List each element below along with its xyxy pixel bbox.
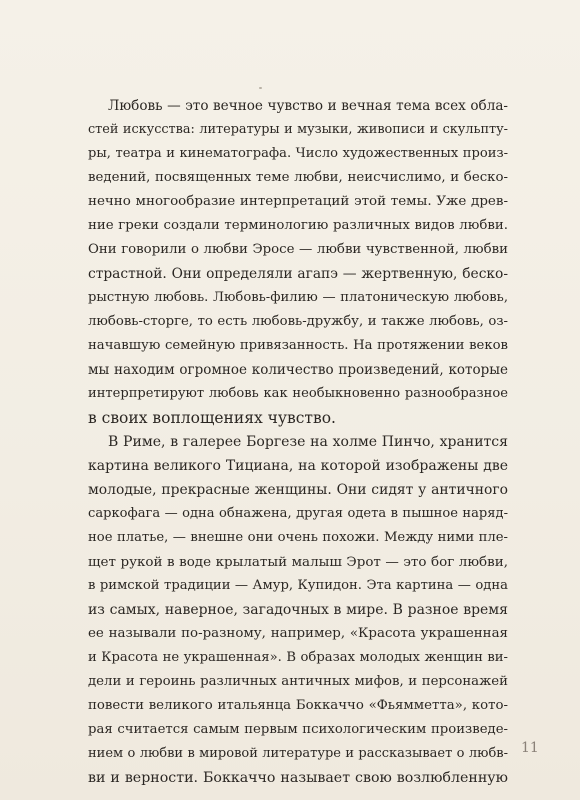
body-text [88, 94, 508, 790]
text-line: и Красота не украшенная». В образах молодых женщин ви- [88, 650, 508, 665]
text-line: саркофага — одна обнажена, другая одета в пышное наряд- [88, 506, 508, 521]
text-line: щет рукой в воде крылатый малыш Эрот — это бог любви, [88, 554, 508, 570]
text-line: ви и верности. Боккаччо называет свою возлюбленную [88, 770, 508, 786]
text-line: ное платье, — внешне они очень похожи. Между ними пле- [88, 530, 508, 545]
text-line: интерпретируют любовь как необыкновенно разнообразное [88, 386, 508, 401]
text-line: Они говорили о любви Эросе — любви чувственной, любви [88, 242, 508, 257]
text-line: В Риме, в галерее Боргезе на холме Пинчо, хранится [108, 434, 508, 450]
text-line: в своих воплощениях чувство. [88, 409, 336, 427]
text-line: из самых, наверное, загадочных в мире. В разное время [88, 602, 508, 618]
print-speck [259, 87, 262, 89]
text-line: нием о любви в мировой литературе и рассказывает о любв- [88, 746, 508, 761]
text-line: ние греки создали терминологию различных видов любви. [88, 218, 508, 233]
text-line: молодые, прекрасные женщины. Они сидят у античного [88, 482, 508, 498]
text-line: страстной. Они определяли агапэ — жертвенную, беско- [88, 266, 508, 282]
text-line: Любовь — это вечное чувство и вечная тема всех обла- [108, 98, 508, 114]
text-line: картина великого Тициана, на которой изображены две [88, 458, 508, 474]
text-line: любовь-сторге, то есть любовь-дружбу, и также любовь, оз- [88, 314, 508, 329]
text-line: ры, театра и кинематографа. Число художественных произ- [88, 146, 508, 161]
text-line: мы находим огромное количество произведений, которые [88, 362, 508, 378]
text-line: нечно многообразие интерпретаций этой темы. Уже древ- [88, 194, 508, 209]
text-line: дели и героинь различных античных мифов, и персонажей [88, 674, 508, 689]
text-line: в римской традиции — Амур, Купидон. Эта картина — одна [88, 578, 508, 593]
text-line: начавшую семейную привязанность. На протяжении веков [88, 338, 508, 353]
text-line: рыстную любовь. Любовь-филию — платоническую любовь, [88, 290, 508, 305]
text-line: повести великого итальянца Боккаччо «Фьямметта», кото- [88, 698, 508, 713]
text-line: рая считается самым первым психологическим произведе- [88, 722, 508, 737]
page-number: 11 [521, 740, 539, 756]
text-line: стей искусства: литературы и музыки, живописи и скульпту- [88, 122, 508, 137]
text-line: ее называли по-разному, например, «Красота украшенная [88, 626, 508, 641]
text-line: ведений, посвященных теме любви, неисчислимо, и беско- [88, 170, 508, 185]
